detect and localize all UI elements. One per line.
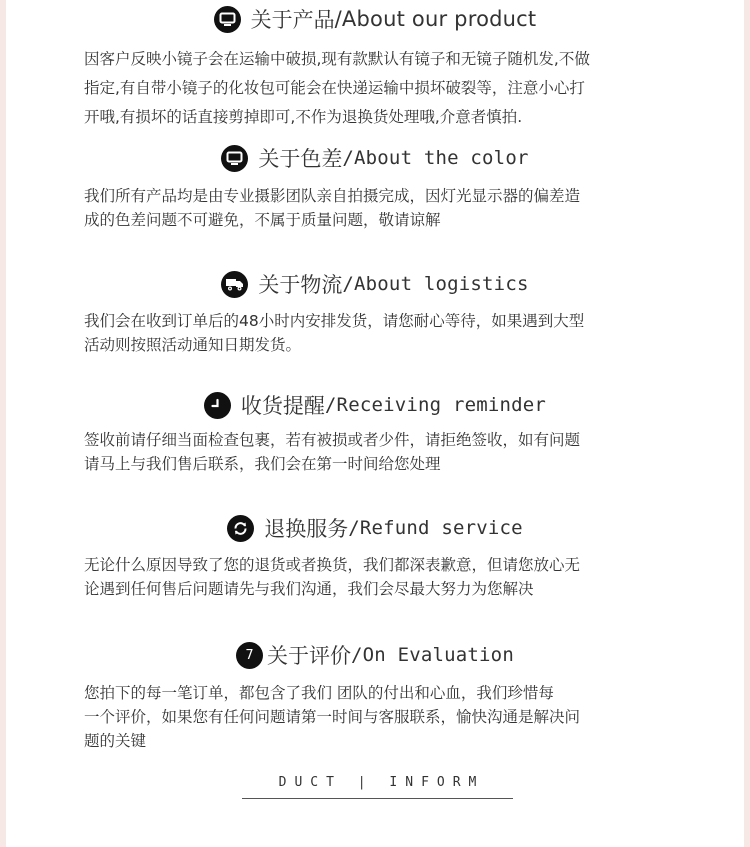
section-heading xyxy=(0,4,750,34)
section-heading xyxy=(0,640,750,670)
section-product-text xyxy=(84,45,684,132)
text-line: 我们所有产品均是由专业摄影团队亲自拍摄完成，因灯光显示器的偏差造 xyxy=(84,187,581,205)
text-line: 活动则按照活动通知日期发货。 xyxy=(84,336,302,354)
text-line: 指定,有自带小镜子的化妆包可能会在快递运输中损坏破裂等，注意小心打 xyxy=(84,79,585,97)
refresh-icon xyxy=(227,515,254,542)
heading-title-cn: 关于色差 xyxy=(258,147,343,171)
section-color xyxy=(0,143,750,173)
text-line: 论遇到任何售后问题请先与我们沟通，我们会尽最大努力为您解决 xyxy=(84,580,534,598)
section-logistics xyxy=(0,269,750,299)
monitor-icon xyxy=(214,6,241,33)
monitor-icon xyxy=(221,145,248,172)
section-receiving-text xyxy=(84,428,684,476)
heading-title-cn: 退换服务 xyxy=(264,517,349,541)
section-refund-text xyxy=(84,553,684,601)
heading-title-en: /About the color xyxy=(342,147,529,169)
heading-title-en: /On Evaluation xyxy=(351,644,514,666)
footer-text: DUCT | INFORM xyxy=(278,775,485,790)
text-line: 您拍下的每一笔订单，都包含了我们 团队的付出和心血，我们珍惜每 xyxy=(84,684,554,702)
text-line: 签收前请仔细当面检查包裹，若有被损或者少件，请拒绝签收，如有问题 xyxy=(84,431,581,449)
clock-icon xyxy=(204,392,231,419)
heading-title-cn: 关于产品 xyxy=(250,8,335,32)
section-heading xyxy=(0,513,750,543)
heading-title-en: /About our product xyxy=(334,7,537,31)
section-heading xyxy=(0,269,750,299)
heading-title-cn: 关于评价 xyxy=(267,644,352,668)
text-line: 我们会在收到订单后的48小时内安排发货，请您耐心等待，如果遇到大型 xyxy=(84,312,585,330)
section-color-text xyxy=(84,184,684,232)
right-edge-strip xyxy=(744,0,750,847)
truck-icon xyxy=(221,271,248,298)
section-evaluation-text xyxy=(84,681,684,753)
text-line: 因客户反映小镜子会在运输中破损,现有款默认有镜子和无镜子随机发,不做 xyxy=(84,50,590,68)
section-receiving xyxy=(0,390,750,420)
number-seven-icon xyxy=(236,642,263,669)
heading-title-en: /About logistics xyxy=(342,273,529,295)
section-refund xyxy=(0,513,750,543)
section-logistics-text xyxy=(84,309,684,357)
text-line: 题的关键 xyxy=(84,732,147,750)
section-evaluation xyxy=(0,640,750,670)
heading-title-en: /Receiving reminder xyxy=(324,394,547,416)
text-line: 请马上与我们售后联系，我们会在第一时间给您处理 xyxy=(84,455,441,473)
section-product xyxy=(0,4,750,34)
footer-divider xyxy=(242,798,513,799)
heading-title-cn: 关于物流 xyxy=(258,273,343,297)
section-heading xyxy=(0,390,750,420)
heading-title-cn: 收货提醒 xyxy=(240,394,325,418)
left-edge-strip xyxy=(0,0,6,847)
heading-title-en: /Refund service xyxy=(348,517,523,539)
footer xyxy=(242,775,513,799)
text-line: 无论什么原因导致了您的退货或者换货，我们都深表歉意，但请您放心无 xyxy=(84,556,581,574)
text-line: 开哦,有损坏的话直接剪掉即可,不作为退换货处理哦,介意者慎拍. xyxy=(84,108,523,126)
text-line: 一个评价，如果您有任何问题请第一时间与客服联系，愉快沟通是解决问 xyxy=(84,708,581,726)
icon-number: 7 xyxy=(245,647,254,663)
text-line: 成的色差问题不可避免，不属于质量问题，敬请谅解 xyxy=(84,211,441,229)
section-heading xyxy=(0,143,750,173)
